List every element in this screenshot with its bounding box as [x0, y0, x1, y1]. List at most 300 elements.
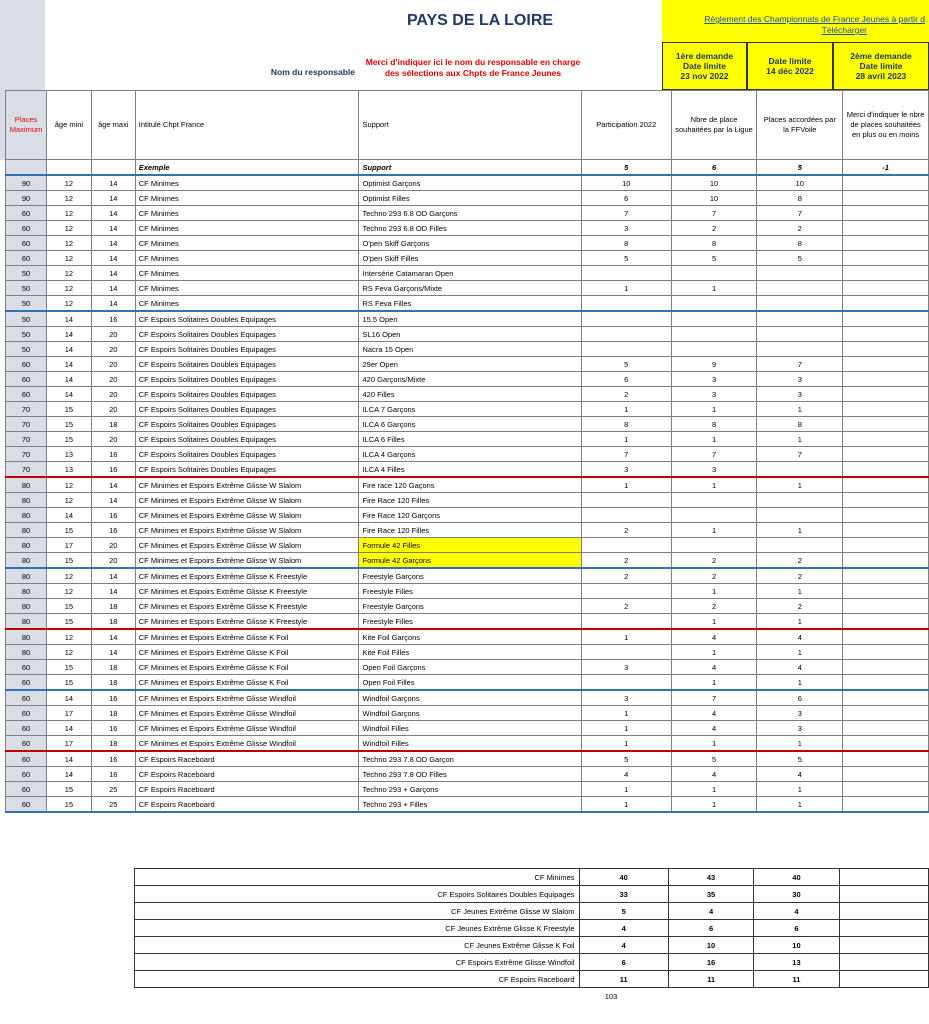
table-row-cell-8[interactable]: [843, 660, 929, 675]
summary-cell-4: [839, 903, 928, 920]
table-row-cell-7: 1: [757, 675, 843, 691]
table-row-cell-8[interactable]: [843, 690, 929, 706]
table-row-cell-8[interactable]: [843, 508, 929, 523]
table-row-cell-8[interactable]: [843, 296, 929, 312]
table-row-cell-5: [581, 342, 671, 357]
table-row: [6, 236, 929, 251]
table-row-cell-2: 16: [91, 311, 135, 327]
table-row-cell-8[interactable]: [843, 357, 929, 372]
table-row-cell-3: CF Minimes: [135, 236, 359, 251]
table-row-cell-3: CF Espoirs Raceboard: [135, 782, 359, 797]
table-row: [6, 523, 929, 538]
table-row-cell-3: CF Minimes et Espoirs Extrême Glisse K Freestyle: [135, 584, 359, 599]
table-row-cell-1: 15: [46, 402, 91, 417]
table-row-cell-8[interactable]: [843, 266, 929, 281]
example-row-cell-3: Exemple: [135, 160, 359, 176]
table-row-cell-5: 7: [581, 447, 671, 462]
summary-cell-4: [839, 886, 928, 903]
table-row-cell-6: 1: [671, 477, 757, 493]
table-row-cell-6: 7: [671, 206, 757, 221]
table-row-cell-3: CF Minimes et Espoirs Extrême Glisse K Foil: [135, 660, 359, 675]
table-row-cell-8[interactable]: [843, 281, 929, 296]
table-row: [6, 432, 929, 447]
table-row-cell-7: 8: [757, 191, 843, 206]
table-row-cell-3: CF Minimes et Espoirs Extrême Glisse K Freestyle: [135, 614, 359, 630]
summary-cell-3: 10: [754, 937, 839, 954]
table-row-cell-4: Techno 293 + Garçons: [359, 782, 581, 797]
table-row-cell-4: ILCA 4 Garçons: [359, 447, 581, 462]
table-row-cell-6: 1: [671, 584, 757, 599]
table-row-cell-1: 12: [46, 629, 91, 645]
table-row-cell-6: 1: [671, 645, 757, 660]
table-row-cell-0: 80: [6, 553, 47, 569]
table-row-cell-7: 8: [757, 417, 843, 432]
summary-cell-0: CF Jeunes Extrême Glisse W Slalom: [135, 903, 580, 920]
table-row-cell-8[interactable]: [843, 751, 929, 767]
table-row-cell-5: [581, 508, 671, 523]
table-row-cell-3: CF Espoirs Solitaires Doubles Equipages: [135, 402, 359, 417]
header-row: [6, 91, 929, 160]
table-row-cell-0: 80: [6, 599, 47, 614]
header-row-cell-4: Support: [359, 91, 581, 160]
table-row-cell-3: CF Minimes et Espoirs Extrême Glisse W Slalom: [135, 508, 359, 523]
nom-label: Nom du responsable: [270, 67, 355, 77]
table-row: [6, 736, 929, 752]
table-row-cell-8[interactable]: [843, 175, 929, 191]
table-row-cell-5: 2: [581, 387, 671, 402]
summary-cell-0: CF Espoirs Solitaires Doubles Equipages: [135, 886, 580, 903]
table-row: [6, 782, 929, 797]
table-row-cell-8[interactable]: [843, 206, 929, 221]
table-row-cell-7: 3: [757, 721, 843, 736]
summary-cell-4: [839, 954, 928, 971]
table-row-cell-3: CF Espoirs Raceboard: [135, 767, 359, 782]
summary-cell-2: 4: [668, 903, 753, 920]
deadline-1-l2: Date limite: [682, 61, 726, 71]
table-row-cell-5: 3: [581, 690, 671, 706]
table-row-cell-4: O'pen Skiff Garçons: [359, 236, 581, 251]
table-row-cell-8[interactable]: [843, 402, 929, 417]
table-row-cell-4: O'pen Skiff Filles: [359, 251, 581, 266]
merci-line-2: des sélections aux Chpts de France Jeunes: [384, 68, 562, 78]
table-row-cell-0: 80: [6, 477, 47, 493]
table-row: [6, 281, 929, 296]
table-row-cell-6: [671, 508, 757, 523]
table-row-cell-5: 5: [581, 357, 671, 372]
table-row-cell-0: 90: [6, 175, 47, 191]
table-row-cell-3: CF Minimes et Espoirs Extrême Glisse W Slalom: [135, 523, 359, 538]
table-row-cell-6: 2: [671, 568, 757, 584]
table-row-cell-2: 20: [91, 387, 135, 402]
table-row-cell-8[interactable]: [843, 387, 929, 402]
table-row-cell-8[interactable]: [843, 462, 929, 478]
table-row-cell-5: 3: [581, 462, 671, 478]
table-row: [6, 508, 929, 523]
deadline-1: [662, 42, 747, 90]
table-row-cell-2: 18: [91, 675, 135, 691]
table-row-cell-3: CF Minimes: [135, 221, 359, 236]
deadline-1-l1: 1ère demande: [675, 51, 734, 61]
table-row-cell-8[interactable]: [843, 432, 929, 447]
summary-cell-1: 4: [579, 937, 668, 954]
table-row-cell-1: 14: [46, 357, 91, 372]
table-row-cell-8[interactable]: [843, 221, 929, 236]
table-row-cell-1: 12: [46, 477, 91, 493]
grand-total: 103: [604, 992, 618, 1001]
table-row-cell-2: 20: [91, 327, 135, 342]
table-row-cell-5: [581, 327, 671, 342]
download-link[interactable]: Télécharger: [821, 25, 867, 35]
table-row-cell-4: Windfoil Garçons: [359, 690, 581, 706]
table-row: [6, 767, 929, 782]
table-row-cell-1: 12: [46, 493, 91, 508]
table-row-cell-3: CF Minimes et Espoirs Extrême Glisse W Slalom: [135, 477, 359, 493]
merci-line-1: Merci d'indiquer ici le nom du responsable en charge: [365, 57, 581, 67]
table-row-cell-0: 70: [6, 462, 47, 478]
table-row-cell-5: 1: [581, 629, 671, 645]
table-row-cell-5: 2: [581, 553, 671, 569]
rules-link[interactable]: Règlement des Championnats de France Jeunes à partir d: [704, 14, 925, 24]
summary-row: [135, 954, 929, 971]
table-row-cell-2: 14: [91, 629, 135, 645]
deadline-headers: [662, 42, 929, 90]
table-row-cell-0: 50: [6, 311, 47, 327]
table-row-cell-5: [581, 675, 671, 691]
table-row-cell-5: 2: [581, 599, 671, 614]
table-row-cell-8[interactable]: [843, 191, 929, 206]
table-row-cell-0: 60: [6, 387, 47, 402]
example-row-cell-2: [91, 160, 135, 176]
table-row-cell-6: 2: [671, 599, 757, 614]
deadline-3-l2: Date limite: [859, 61, 903, 71]
table-row-cell-0: 60: [6, 221, 47, 236]
table-row-cell-0: 60: [6, 236, 47, 251]
table-row-cell-0: 70: [6, 432, 47, 447]
table-row-cell-5: 3: [581, 660, 671, 675]
table-row: [6, 447, 929, 462]
summary-cell-4: [839, 920, 928, 937]
table-row-cell-1: 14: [46, 690, 91, 706]
table-row-cell-6: 1: [671, 402, 757, 417]
table-row-cell-3: CF Minimes: [135, 191, 359, 206]
table-row-cell-0: 90: [6, 191, 47, 206]
table-row-cell-6: 5: [671, 251, 757, 266]
header-row-cell-1: âge mini: [46, 91, 91, 160]
table-row-cell-4: Techno 293 6.8 OD Garçons: [359, 206, 581, 221]
table-row-cell-1: 17: [46, 706, 91, 721]
summary-cell-4: [839, 937, 928, 954]
table-row-cell-2: 14: [91, 191, 135, 206]
table-row-cell-2: 18: [91, 614, 135, 630]
table-row-cell-2: 14: [91, 281, 135, 296]
table-row: [6, 675, 929, 691]
table-row-cell-8[interactable]: [843, 417, 929, 432]
summary-cell-4: [839, 971, 928, 988]
table-row-cell-5: 1: [581, 797, 671, 813]
table-row-cell-6: [671, 493, 757, 508]
table-row-cell-1: 12: [46, 206, 91, 221]
table-row-cell-8[interactable]: [843, 372, 929, 387]
table-row-cell-3: CF Minimes: [135, 281, 359, 296]
table-row-cell-3: CF Espoirs Solitaires Doubles Equipages: [135, 311, 359, 327]
table-row-cell-4: 29er Open: [359, 357, 581, 372]
table-row-cell-7: 2: [757, 221, 843, 236]
table-row-cell-8[interactable]: [843, 311, 929, 327]
summary-cell-0: CF Jeunes Extrême Glisse K Foil: [135, 937, 580, 954]
summary-row: [135, 971, 929, 988]
table-row-cell-1: 12: [46, 266, 91, 281]
table-row: [6, 797, 929, 813]
table-row-cell-3: CF Espoirs Solitaires Doubles Equipages: [135, 357, 359, 372]
table-row-cell-7: [757, 281, 843, 296]
table-row-cell-4: Fire Race 120 Filles: [359, 523, 581, 538]
table-row-cell-7: [757, 296, 843, 312]
deadline-2-l1: Date limite: [768, 56, 812, 66]
table-row-cell-6: [671, 296, 757, 312]
table-row-cell-1: 15: [46, 599, 91, 614]
table-row-cell-6: 7: [671, 690, 757, 706]
table-row-cell-5: 1: [581, 432, 671, 447]
table-row-cell-7: [757, 327, 843, 342]
header-row-cell-8[interactable]: Merci d'indiquer le nbre de places souhaitées en plus ou en moins: [843, 91, 929, 160]
table-row-cell-8[interactable]: [843, 629, 929, 645]
table-row: [6, 327, 929, 342]
table-row-cell-3: CF Minimes: [135, 175, 359, 191]
table-row: [6, 296, 929, 312]
table-row-cell-7: [757, 508, 843, 523]
table-row-cell-0: 80: [6, 568, 47, 584]
table-row-cell-4: 15.5 Open: [359, 311, 581, 327]
championship-table: [5, 90, 929, 813]
table-row-cell-8[interactable]: [843, 538, 929, 553]
table-row: [6, 721, 929, 736]
table-row-cell-8[interactable]: [843, 675, 929, 691]
table-row-cell-6: 7: [671, 447, 757, 462]
table-row-cell-8[interactable]: [843, 584, 929, 599]
responsable-input-hint[interactable]: [358, 57, 588, 79]
table-row-cell-1: 15: [46, 782, 91, 797]
table-row-cell-7: 4: [757, 629, 843, 645]
table-row-cell-7: 1: [757, 645, 843, 660]
table-row-cell-7: 1: [757, 797, 843, 813]
table-row-cell-1: 15: [46, 417, 91, 432]
table-row-cell-0: 80: [6, 523, 47, 538]
summary-cell-1: 4: [579, 920, 668, 937]
table-row-cell-4: Formule 42 Garçons: [359, 553, 581, 569]
table-row-cell-0: 60: [6, 782, 47, 797]
table-row-cell-1: 15: [46, 797, 91, 813]
table-row-cell-5: [581, 645, 671, 660]
table-row-cell-2: 14: [91, 568, 135, 584]
table-row-cell-4: ILCA 6 Filles: [359, 432, 581, 447]
deadline-3: [833, 42, 929, 90]
table-row-cell-5: [581, 584, 671, 599]
table-row-cell-5: 8: [581, 417, 671, 432]
table-row-cell-7: 1: [757, 736, 843, 752]
table-row-cell-8[interactable]: [843, 493, 929, 508]
table-row-cell-3: CF Espoirs Solitaires Doubles Equipages: [135, 372, 359, 387]
header-row-cell-3: Intitulé Chpt France: [135, 91, 359, 160]
table-row: [6, 645, 929, 660]
table-row: [6, 493, 929, 508]
table-row-cell-7: 4: [757, 767, 843, 782]
summary-row: [135, 886, 929, 903]
table-row-cell-0: 80: [6, 645, 47, 660]
table-row: [6, 311, 929, 327]
table-row-cell-7: 5: [757, 251, 843, 266]
summary-cell-2: 16: [668, 954, 753, 971]
summary-cell-2: 35: [668, 886, 753, 903]
summary-cell-0: CF Minimes: [135, 869, 580, 886]
table-row-cell-1: 15: [46, 614, 91, 630]
table-row-cell-2: 20: [91, 342, 135, 357]
table-row-cell-0: 80: [6, 629, 47, 645]
table-row-cell-0: 60: [6, 706, 47, 721]
example-row: [6, 160, 929, 176]
table-row: [6, 629, 929, 645]
deadline-1-l3: 23 nov 2022: [680, 71, 729, 81]
table-row: [6, 751, 929, 767]
table-row-cell-3: CF Minimes et Espoirs Extrême Glisse W Slalom: [135, 553, 359, 569]
table-row-cell-2: 14: [91, 296, 135, 312]
table-row-cell-2: 14: [91, 645, 135, 660]
table-row-cell-3: CF Minimes: [135, 296, 359, 312]
table-row-cell-8[interactable]: [843, 523, 929, 538]
table-row-cell-4: Techno 293 6.8 OD Filles: [359, 221, 581, 236]
table-row-cell-0: 80: [6, 508, 47, 523]
table-row-cell-8[interactable]: [843, 447, 929, 462]
table-row-cell-2: 20: [91, 553, 135, 569]
table-row-cell-6: 8: [671, 417, 757, 432]
table-row: [6, 660, 929, 675]
table-row-cell-4: Kite Foil Filles: [359, 645, 581, 660]
table-row-cell-6: 5: [671, 751, 757, 767]
table-row-cell-5: 1: [581, 477, 671, 493]
table-row-cell-7: 1: [757, 523, 843, 538]
table-row-cell-0: 60: [6, 357, 47, 372]
table-row-cell-3: CF Minimes et Espoirs Extrême Glisse W Slalom: [135, 538, 359, 553]
table-row-cell-2: 16: [91, 447, 135, 462]
summary-row: [135, 937, 929, 954]
table-row-cell-0: 60: [6, 736, 47, 752]
table-row-cell-7: [757, 493, 843, 508]
table-row-cell-6: 1: [671, 523, 757, 538]
table-row-cell-6: 4: [671, 767, 757, 782]
table-row-cell-3: CF Minimes et Espoirs Extrême Glisse K Freestyle: [135, 568, 359, 584]
table-row-cell-5: [581, 311, 671, 327]
summary-row: [135, 869, 929, 886]
table-row-cell-4: Nacra 15 Open: [359, 342, 581, 357]
table-row-cell-2: 16: [91, 751, 135, 767]
table-row-cell-2: 18: [91, 736, 135, 752]
example-row-cell-1: [46, 160, 91, 176]
header-row-cell-6: Nbre de place souhaitées par la Ligue: [671, 91, 757, 160]
table-row-cell-5: [581, 493, 671, 508]
table-row-cell-7: 1: [757, 782, 843, 797]
table-row-cell-6: 4: [671, 721, 757, 736]
table-row-cell-2: 14: [91, 251, 135, 266]
table-row-cell-7: 5: [757, 751, 843, 767]
table-row-cell-8[interactable]: [843, 251, 929, 266]
table-row-cell-8[interactable]: [843, 327, 929, 342]
table-row-cell-8[interactable]: [843, 599, 929, 614]
table-row-cell-1: 12: [46, 191, 91, 206]
table-row-cell-6: 9: [671, 357, 757, 372]
table-row-cell-3: CF Minimes et Espoirs Extrême Glisse W Slalom: [135, 493, 359, 508]
table-row-cell-6: 4: [671, 660, 757, 675]
table-row-cell-3: CF Minimes et Espoirs Extrême Glisse K Freestyle: [135, 599, 359, 614]
table-row-cell-4: RS Feva Garçons/Mixte: [359, 281, 581, 296]
table-row-cell-5: [581, 538, 671, 553]
summary-cell-3: 13: [754, 954, 839, 971]
table-row-cell-8[interactable]: [843, 342, 929, 357]
table-row: [6, 614, 929, 630]
table-row-cell-8[interactable]: [843, 477, 929, 493]
table-row-cell-0: 60: [6, 690, 47, 706]
table-row-cell-1: 12: [46, 251, 91, 266]
table-row: [6, 553, 929, 569]
table-row-cell-0: 60: [6, 721, 47, 736]
table-row-cell-2: 20: [91, 432, 135, 447]
table-row-cell-8[interactable]: [843, 721, 929, 736]
table-row-cell-7: 3: [757, 372, 843, 387]
table-row: [6, 387, 929, 402]
table-row-cell-3: CF Espoirs Solitaires Doubles Equipages: [135, 417, 359, 432]
deadline-3-l3: 28 avril 2023: [855, 71, 907, 81]
table-row-cell-4: Windfoil Filles: [359, 721, 581, 736]
example-row-cell-4: Support: [359, 160, 581, 176]
table-row-cell-8[interactable]: [843, 782, 929, 797]
table-row-cell-1: 12: [46, 236, 91, 251]
table-row-cell-0: 60: [6, 675, 47, 691]
table-row-cell-6: 3: [671, 387, 757, 402]
table-row-cell-0: 50: [6, 296, 47, 312]
table-row: [6, 402, 929, 417]
summary-row: [135, 903, 929, 920]
table-row-cell-1: 14: [46, 342, 91, 357]
table-row-cell-8[interactable]: [843, 568, 929, 584]
table-row-cell-8[interactable]: [843, 736, 929, 752]
table-row-cell-4: Kite Foil Garçons: [359, 629, 581, 645]
summary-cell-1: 11: [579, 971, 668, 988]
table-row-cell-8[interactable]: [843, 236, 929, 251]
table-row-cell-5: 8: [581, 236, 671, 251]
table-row-cell-8[interactable]: [843, 553, 929, 569]
deadline-2-l2: 14 déc 2022: [766, 66, 814, 76]
table-row-cell-5: 5: [581, 751, 671, 767]
example-row-cell-8[interactable]: -1: [843, 160, 929, 176]
table-row-cell-8[interactable]: [843, 614, 929, 630]
table-row-cell-6: [671, 327, 757, 342]
table-row-cell-4: RS Feva Filles: [359, 296, 581, 312]
table-row-cell-8[interactable]: [843, 797, 929, 813]
table-row-cell-3: CF Minimes et Espoirs Extrême Glisse Windfoil: [135, 706, 359, 721]
table-row-cell-5: 1: [581, 402, 671, 417]
table-row-cell-4: Open Foil Garçons: [359, 660, 581, 675]
table-row-cell-5: 5: [581, 251, 671, 266]
table-row-cell-8[interactable]: [843, 706, 929, 721]
table-row-cell-4: Open Foil Filles: [359, 675, 581, 691]
table-row-cell-1: 12: [46, 568, 91, 584]
table-row-cell-2: 14: [91, 493, 135, 508]
table-row-cell-8[interactable]: [843, 645, 929, 660]
table-row: [6, 175, 929, 191]
table-row-cell-4: Fire race 120 Gaçons: [359, 477, 581, 493]
table-row-cell-1: 15: [46, 675, 91, 691]
summary-cell-1: 5: [579, 903, 668, 920]
table-row-cell-8[interactable]: [843, 767, 929, 782]
table-row-cell-4: Intersérie Catamaran Open: [359, 266, 581, 281]
